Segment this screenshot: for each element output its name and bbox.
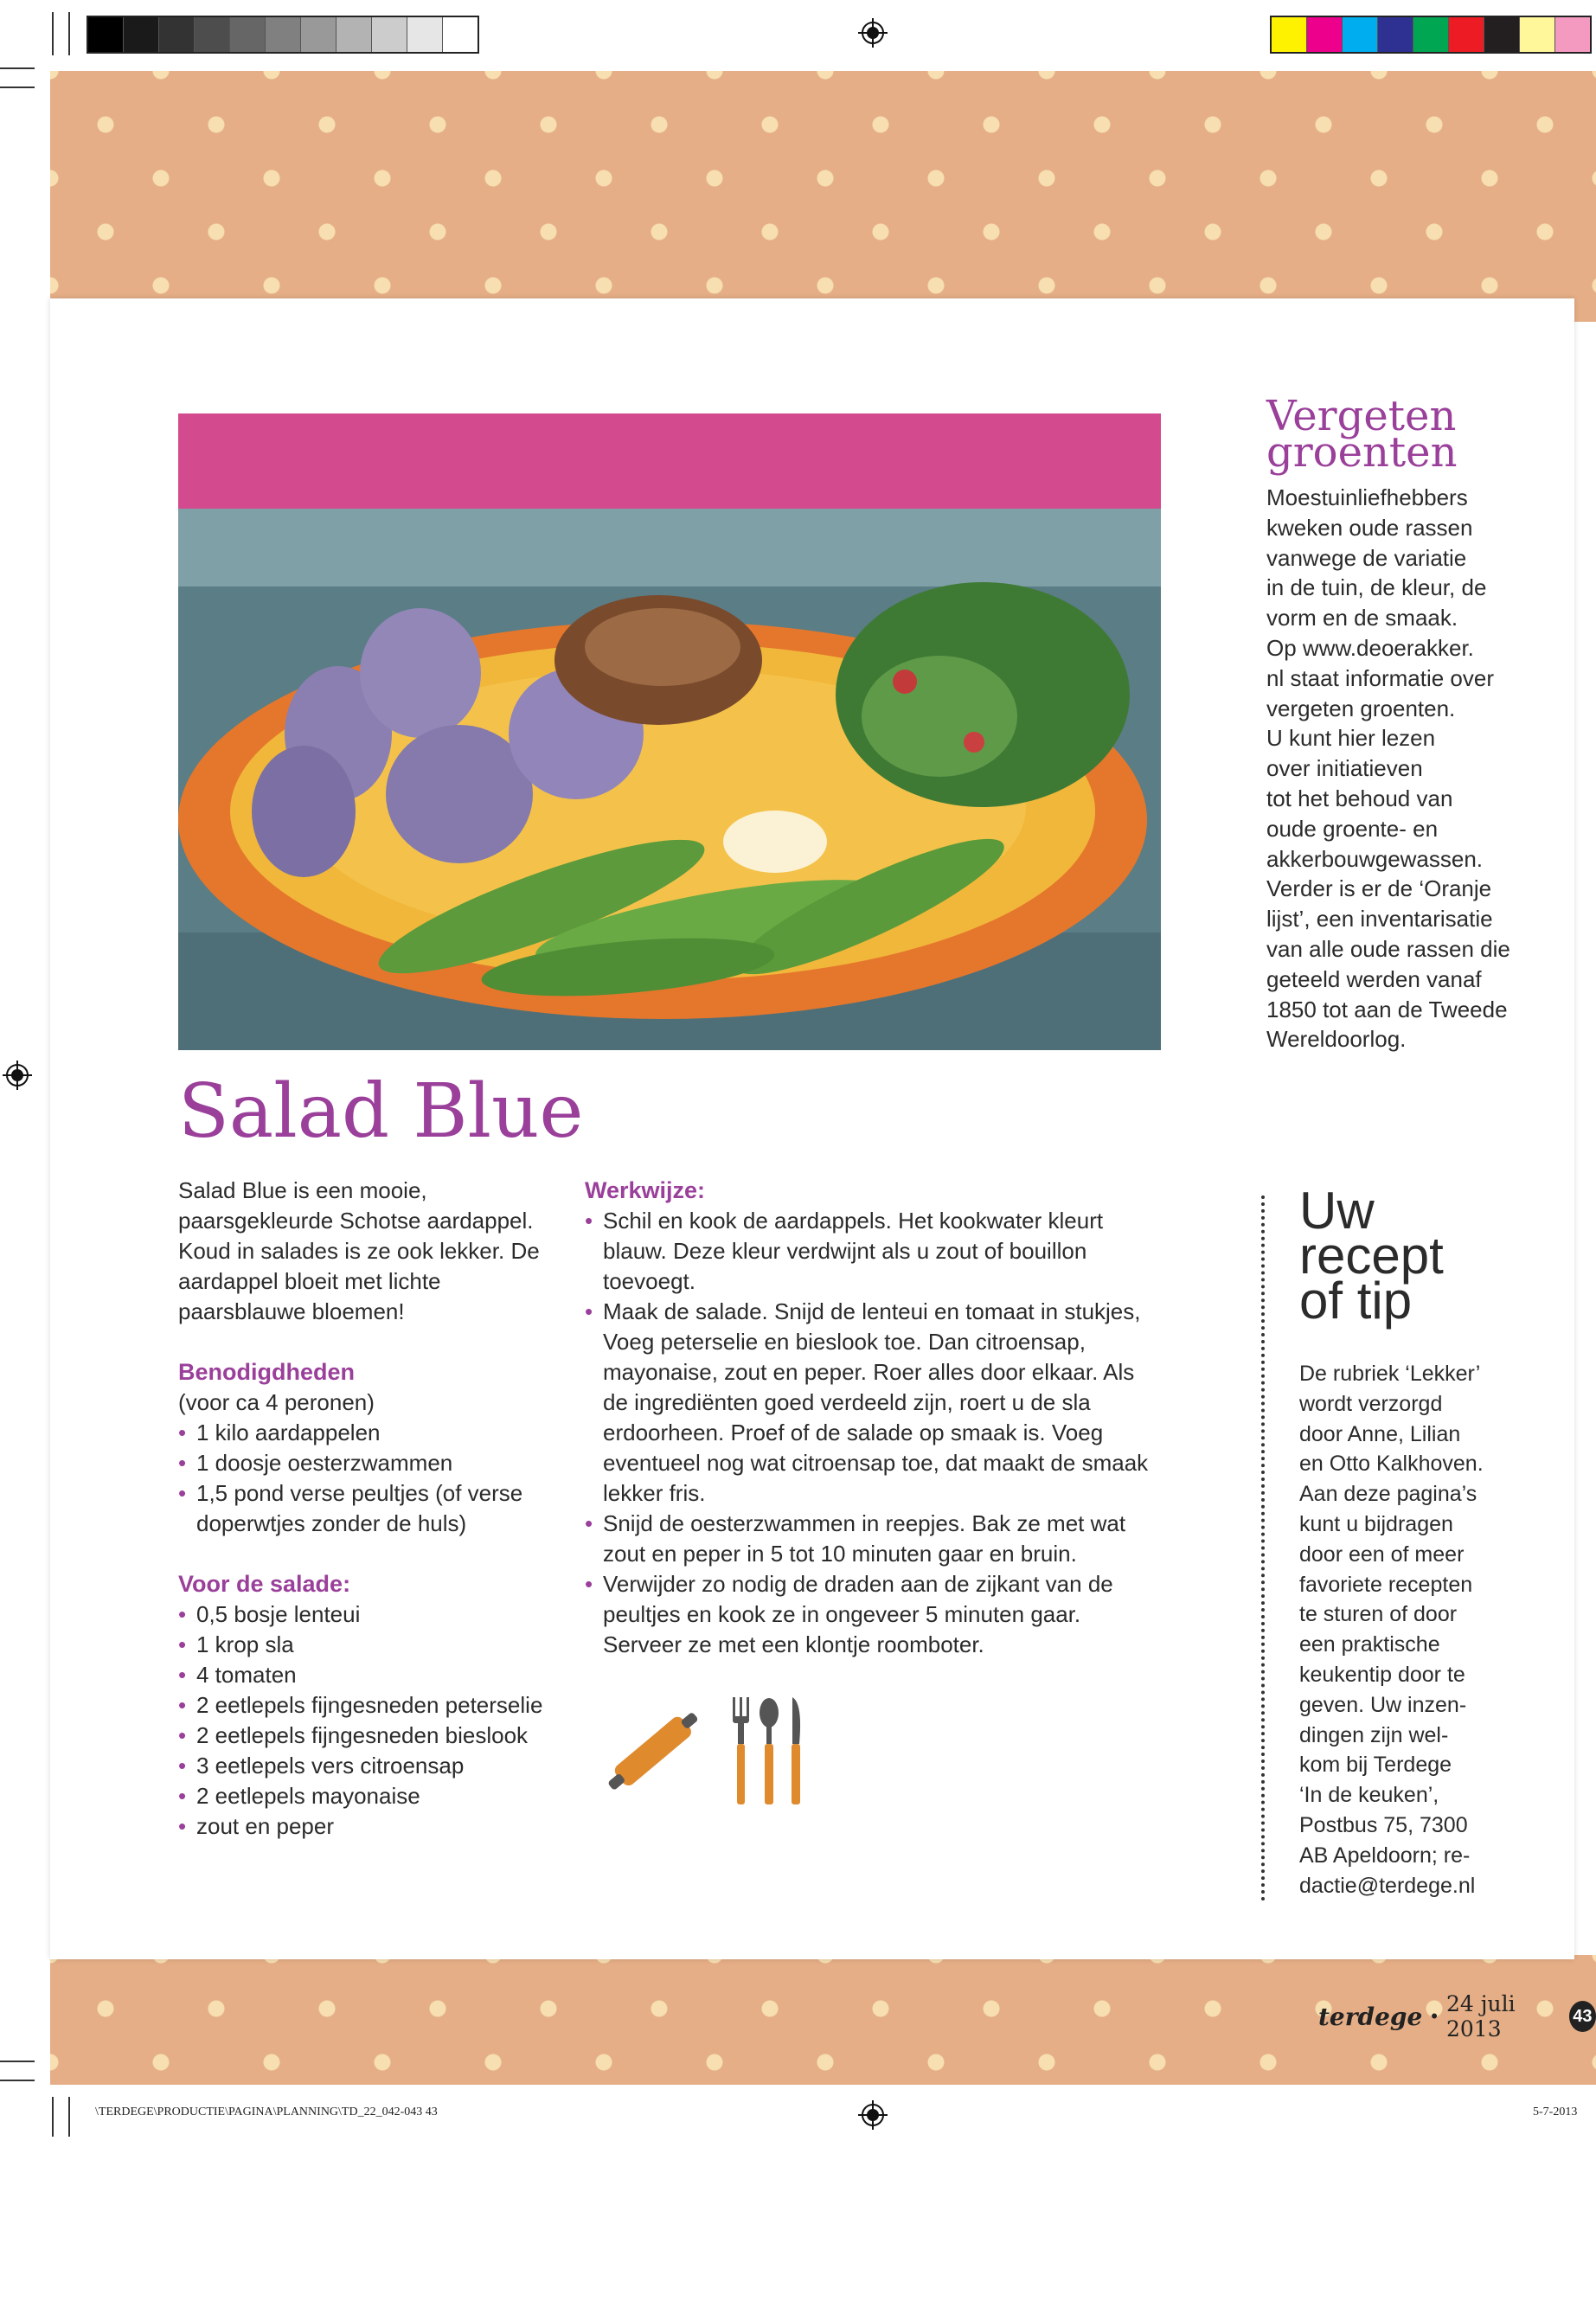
sidebar-title-line: groenten xyxy=(1266,428,1458,477)
sidebar-line: geteeld werden vanaf xyxy=(1266,965,1482,992)
fork-icon xyxy=(731,1697,752,1804)
method-column xyxy=(585,1176,1164,1660)
page-number: 43 xyxy=(1569,2001,1596,2032)
tip-line: De rubriek ‘Lekker’ xyxy=(1299,1362,1481,1386)
tip-line: keukentip door te xyxy=(1299,1662,1465,1687)
sidebar-line: vergeten groenten. xyxy=(1266,695,1456,721)
method-step: • Verwijder zo nodig de draden aan de zijkant van de peultjes en kook ze in ongeveer 5 minuten gaar. Serveer ze met een klontje roomboter. xyxy=(585,1569,1164,1660)
tip-line: een praktische xyxy=(1299,1632,1440,1657)
tip-line: kom bij Terdege xyxy=(1299,1753,1452,1778)
salad-list xyxy=(178,1599,550,1842)
salad-item: • 2 eetlepels fijngesneden bieslook xyxy=(178,1721,550,1751)
tip-line: dactie@terdege.nl xyxy=(1299,1873,1476,1898)
tip-title-line: recept xyxy=(1299,1227,1444,1285)
issue-date: 24 juli 2013 xyxy=(1446,1991,1516,2041)
sidebar-line: vorm en de smaak. xyxy=(1266,605,1458,631)
ingredient-item: • 1 kilo aardappelen xyxy=(178,1418,550,1448)
tip-line: AB Apeldoorn; re- xyxy=(1299,1843,1471,1868)
sidebar-line: lijst’, een inventarisatie xyxy=(1266,906,1493,933)
sidebar-line: Verder is er de ‘Oranje xyxy=(1266,875,1492,902)
sidebar-line: Wereldoorlog. xyxy=(1266,1026,1407,1053)
crop-mark xyxy=(0,2080,35,2081)
salad-item: • 4 tomaten xyxy=(178,1660,550,1690)
salad-item: • 2 eetlepels fijngesneden peterselie xyxy=(178,1690,550,1721)
registration-mark-icon xyxy=(3,1061,32,1090)
sidebar-line: oude groente- en xyxy=(1266,815,1439,842)
salad-item: • zout en peper xyxy=(178,1811,550,1842)
tip-line: te sturen of door xyxy=(1299,1602,1458,1627)
spoon-icon xyxy=(758,1697,780,1804)
process-color-bar xyxy=(1270,16,1592,54)
tip-line: Aan deze pagina’s xyxy=(1299,1482,1477,1507)
sidebar-line: akkerbouwgewassen. xyxy=(1266,845,1484,872)
tip-line: kunt u bijdragen xyxy=(1299,1511,1453,1536)
method-step: • Snijd de oesterzwammen in reepjes. Bak ze met wat zout en peper in 5 tot 10 minuten gaar en bruin. xyxy=(585,1509,1164,1569)
polka-dot-band-top xyxy=(50,71,1596,322)
sidebar-line: tot het behoud van xyxy=(1266,785,1453,811)
method-step: • Maak de salade. Snijd de lenteui en tomaat in stukjes, Voeg peterselie en bieslook toe. Dan citroensap, mayonaise, zout en peper. Roer alles door elkaar. Als de ingrediënten goed verdeeld zijn, roert u de sla erdoorheen. Proef of de salade op smaak is. Voeg eventueel nog wat citroensap toe, dat maakt de smaak lekker fris. xyxy=(585,1297,1164,1509)
ingredient-item: • 1 doosje oesterzwammen xyxy=(178,1448,550,1478)
slug-date: 5-7-2013 xyxy=(1533,2106,1578,2118)
salad-item: • 3 eetlepels vers citroensap xyxy=(178,1751,550,1781)
sidebar-title xyxy=(1266,392,1458,477)
recipe-photo xyxy=(178,413,1161,1050)
sidebar-line: over initiatieven xyxy=(1266,755,1423,782)
tip-title xyxy=(1299,1182,1444,1330)
ingredients-note: (voor ca 4 peronen) xyxy=(178,1389,375,1415)
sidebar-line: vanwege de variatie xyxy=(1266,544,1467,571)
salad-item: • 2 eetlepels mayonaise xyxy=(178,1781,550,1811)
tip-line: ‘In de keuken’, xyxy=(1299,1783,1439,1808)
salad-item: • 1 krop sla xyxy=(178,1630,550,1660)
sidebar-line: Op www.deoerakker. xyxy=(1266,634,1474,661)
crop-mark xyxy=(0,87,35,88)
tip-title-line: Uw xyxy=(1299,1182,1375,1240)
tip-line: geven. Uw inzen- xyxy=(1299,1692,1467,1717)
tip-line: en Otto Kalkhoven. xyxy=(1299,1452,1484,1477)
registration-mark-icon xyxy=(858,18,888,48)
sidebar-line: van alle oude rassen die xyxy=(1266,935,1510,962)
crop-mark xyxy=(52,12,54,55)
tip-line: wordt verzorgd xyxy=(1299,1391,1443,1416)
crop-mark xyxy=(0,67,35,69)
sidebar-line: Moestuinliefhebbers xyxy=(1266,484,1468,510)
tip-line: dingen zijn wel- xyxy=(1299,1722,1449,1747)
tip-line: door Anne, Lilian xyxy=(1299,1421,1461,1446)
sidebar-text xyxy=(1266,483,1552,1054)
sidebar-title-line: Vergeten xyxy=(1266,392,1457,440)
sidebar-line: nl staat informatie over xyxy=(1266,664,1495,691)
crop-mark xyxy=(0,2061,35,2062)
knife-icon xyxy=(787,1697,804,1804)
rolling-pin-icon xyxy=(597,1694,709,1806)
sidebar-line: in de tuin, de kleur, de xyxy=(1266,574,1487,601)
page-footer xyxy=(1318,1991,1596,2041)
sidebar-line: U kunt hier lezen xyxy=(1266,725,1436,752)
slug-path: \TERDEGE\PRODUCTIE\PAGINA\PLANNING\TD_22_042-043 43 xyxy=(95,2106,438,2118)
tip-line: favoriete recepten xyxy=(1299,1572,1473,1597)
method-list xyxy=(585,1206,1164,1660)
sidebar-line: 1850 tot aan de Tweede xyxy=(1266,996,1508,1022)
crop-mark xyxy=(68,2097,70,2137)
tip-title-line: of tip xyxy=(1299,1272,1413,1330)
tip-line: door een of meer xyxy=(1299,1541,1465,1567)
method-step: • Schil en kook de aardappels. Het kookwater kleurt blauw. Deze kleur verdwijnt als u zout of bouillon toevoegt. xyxy=(585,1206,1164,1297)
method-heading: Werkwijze: xyxy=(585,1177,706,1203)
crop-mark xyxy=(68,12,70,55)
article-intro: Salad Blue is een mooie, paarsgekleurde Schotse aardappel. Koud in salades is ze ook lekker. De aardappel bloeit met lichte paarsblauwe bloemen! xyxy=(178,1177,540,1324)
tip-line: Postbus 75, 7300 xyxy=(1299,1812,1468,1837)
grayscale-color-bar xyxy=(87,16,479,54)
footer-separator: • xyxy=(1431,2005,1438,2027)
tip-dotted-rule xyxy=(1261,1195,1265,1901)
salad-item: • 0,5 bosje lenteui xyxy=(178,1599,550,1630)
tip-text xyxy=(1299,1359,1524,1900)
registration-mark-icon xyxy=(858,2100,888,2130)
ingredients-list xyxy=(178,1418,550,1539)
brand-logo: terdege xyxy=(1318,2002,1423,2031)
article-title: Salad Blue xyxy=(178,1068,584,1155)
sidebar-line: kweken oude rassen xyxy=(1266,514,1473,541)
ingredients-column xyxy=(178,1176,550,1842)
ingredient-item: • 1,5 pond verse peultjes (of verse doperwtjes zonder de huls) xyxy=(178,1478,550,1539)
salad-heading: Voor de salade: xyxy=(178,1571,351,1597)
crop-mark xyxy=(52,2097,54,2137)
ingredients-heading: Benodigdheden xyxy=(178,1359,355,1385)
